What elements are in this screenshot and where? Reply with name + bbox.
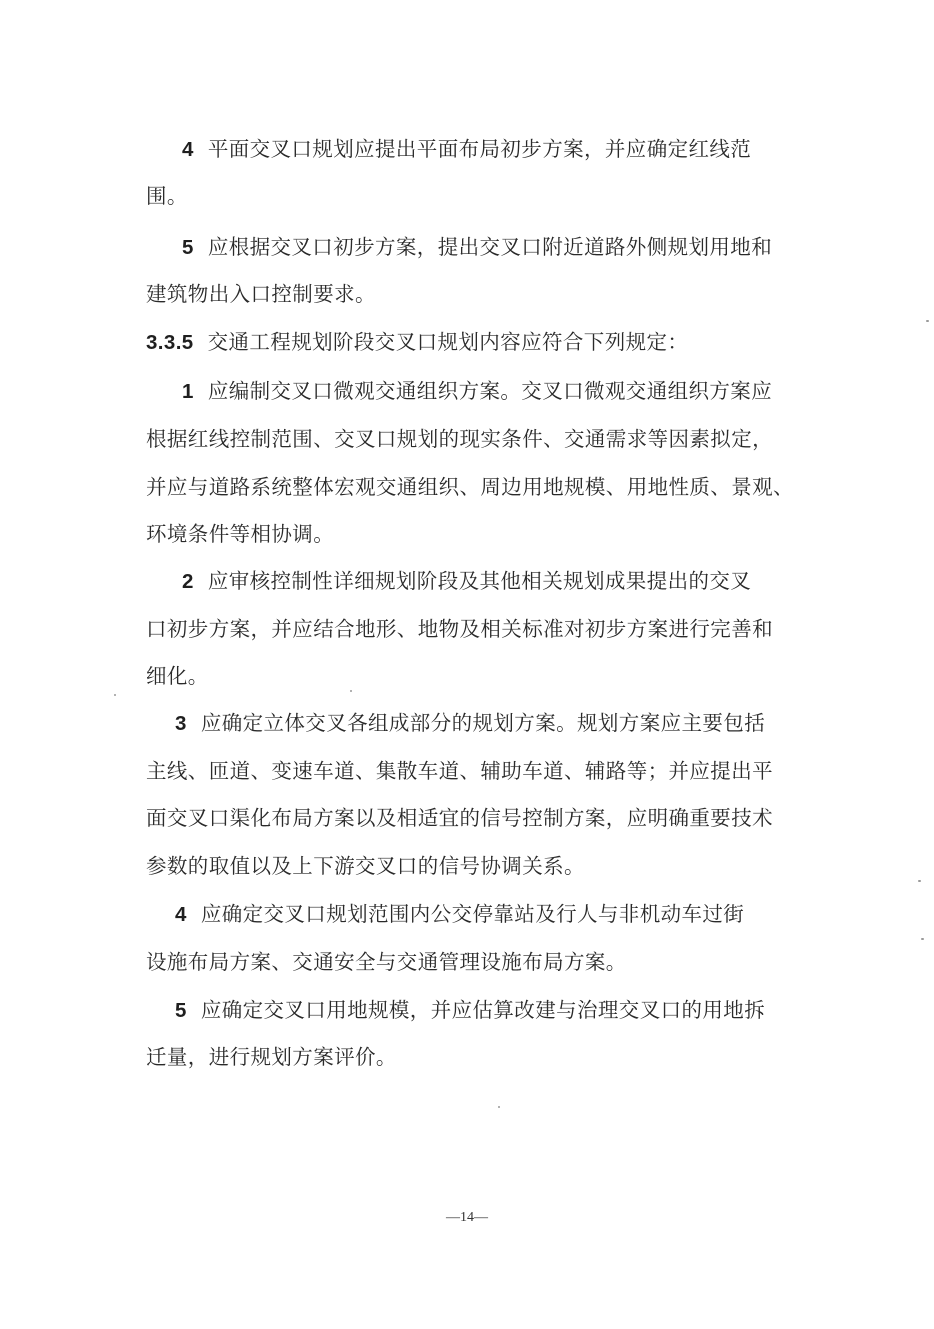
item-3-line-4: 参数的取值以及上下游交叉口的信号协调关系。 [146, 854, 585, 878]
item-1-line-1 [182, 377, 802, 406]
item-number: 3 [175, 712, 187, 735]
item-number: 1 [182, 380, 194, 403]
item-1-line-3: 并应与道路系统整体宏观交通组织、周边用地规模、用地性质、景观、 [146, 475, 794, 499]
item-text: 应审核控制性详细规划阶段及其他相关规划成果提出的交叉 [207, 569, 752, 593]
item-5-line-1 [175, 996, 795, 1025]
item-1-line-4: 环境条件等相协调。 [146, 522, 335, 546]
item-2-line-2: 口初步方案，并应结合地形、地物及相关标准对初步方案进行完善和 [146, 617, 773, 641]
item-text: 应编制交叉口微观交通组织方案。交叉口微观交通组织方案应 [207, 379, 773, 403]
clause-text: 平面交叉口规划应提出平面布局初步方案，并应确定红线范 [207, 137, 752, 161]
clause-4-line-1 [182, 135, 802, 164]
item-5-line-2: 迁量，进行规划方案评价。 [146, 1045, 397, 1069]
scan-speck [926, 320, 929, 322]
item-number: 4 [175, 903, 187, 926]
item-3-line-3: 面交叉口渠化布局方案以及相适宜的信号控制方案，应明确重要技术 [146, 806, 773, 830]
clause-text: 应根据交叉口初步方案，提出交叉口附近道路外侧规划用地和 [207, 235, 773, 259]
scan-speck [350, 690, 352, 692]
section-text: 交通工程规划阶段交叉口规划内容应符合下列规定： [207, 330, 689, 354]
item-1-line-2: 根据红线控制范围、交叉口规划的现实条件、交通需求等因素拟定， [146, 427, 773, 451]
item-number: 5 [175, 999, 187, 1022]
item-2-line-1 [182, 567, 802, 596]
item-3-line-2: 主线、匝道、变速车道、集散车道、辅助车道、辅路等；并应提出平 [146, 759, 773, 783]
scan-speck [114, 694, 116, 696]
section-number: 3.3.5 [146, 331, 194, 354]
item-4-line-2: 设施布局方案、交通安全与交通管理设施布局方案。 [146, 950, 627, 974]
scan-speck [921, 938, 924, 940]
item-text: 应确定立体交叉各组成部分的规划方案。规划方案应主要包括 [200, 711, 766, 735]
item-3-line-1 [175, 709, 795, 738]
item-number: 2 [182, 570, 194, 593]
item-text: 应确定交叉口用地规模，并应估算改建与治理交叉口的用地拆 [200, 998, 766, 1022]
item-2-line-3: 细化。 [146, 664, 209, 688]
section-heading-3-3-5 [146, 328, 791, 357]
scan-speck [498, 1106, 500, 1108]
scan-speck [918, 880, 921, 882]
clause-number: 5 [182, 236, 194, 259]
clause-number: 4 [182, 138, 194, 161]
item-text: 应确定交叉口规划范围内公交停靠站及行人与非机动车过街 [200, 902, 745, 926]
clause-5-line-2: 建筑物出入口控制要求。 [146, 282, 376, 306]
clause-5-line-1 [182, 233, 802, 262]
page-number: —14— [446, 1210, 488, 1225]
item-4-line-1 [175, 900, 795, 929]
clause-4-line-2: 围。 [146, 184, 188, 208]
